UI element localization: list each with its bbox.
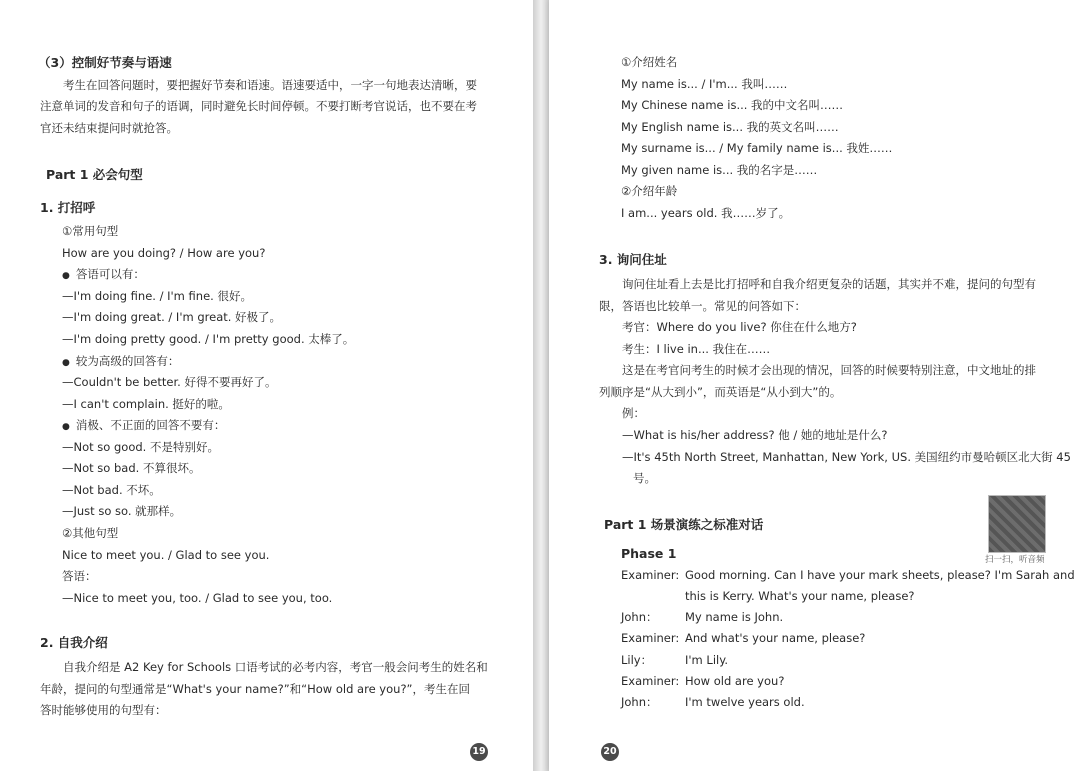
paragraph-line: 答时能够使用的句型有：: [40, 703, 167, 717]
list-line: —I can't complain. 挺好的啦。: [62, 397, 230, 411]
dialog-line: My name is John.: [685, 610, 784, 624]
list-line: ①常用句型: [62, 224, 119, 238]
left-page: [0, 0, 533, 771]
list-line: I am... years old. 我……岁了。: [621, 206, 791, 220]
book-spine: [533, 0, 549, 771]
paragraph-line: 限，答语也比较单一。常见的问答如下：: [599, 299, 806, 313]
paragraph-line: 年龄，提问的句型通常是“What's your name?”和“How old are you?”，考生在回: [40, 682, 471, 696]
paragraph-line: —What is his/her address? 他 / 她的地址是什么?: [622, 428, 888, 442]
list-line: —Just so so. 就那样。: [62, 504, 182, 518]
list-line: Nice to meet you. / Glad to see you.: [62, 548, 270, 562]
list-line: ②介绍年龄: [621, 184, 678, 198]
dialog-line: I'm twelve years old.: [685, 695, 805, 709]
paragraph-line: 注意单词的发音和句子的语调，同时避免长时间停顿。不要打断考官说话，也不要在考: [40, 99, 477, 113]
page-number: 20: [601, 743, 619, 761]
list-line: My given name is... 我的名字是……: [621, 163, 818, 177]
dialog-speaker: Lily：: [621, 653, 653, 667]
dialog-title: Part 1 场景演练之标准对话: [604, 517, 764, 532]
paragraph-line: 官还未结束提问时就抢答。: [40, 121, 178, 135]
list-line: —Nice to meet you, too. / Glad to see you, too.: [62, 591, 333, 605]
list-line: ● 消极、不正面的回答不要有：: [62, 417, 225, 435]
dialog-speaker: Examiner:: [621, 631, 680, 645]
dialog-speaker: Examiner:: [621, 568, 680, 582]
dialog-speaker: John：: [621, 610, 658, 624]
list-line: My name is... / I'm... 我叫……: [621, 77, 788, 91]
section3-title: （3）控制好节奏与语速: [38, 55, 172, 70]
list-line: ①介绍姓名: [621, 55, 678, 69]
paragraph-line: 这是在考官问考生的时候才会出现的情况，回答的时候要特别注意，中文地址的排: [622, 363, 1036, 377]
paragraph-line: 询问住址看上去是比打招呼和自我介绍更复杂的话题，其实并不难，提问的句型有: [622, 277, 1036, 291]
paragraph-line: 考生：I live in... 我住在……: [622, 342, 771, 356]
intro-title: 2. 自我介绍: [40, 635, 108, 650]
paragraph-line: 号。: [633, 471, 656, 485]
paragraph-line: 考生在回答问题时，要把握好节奏和语速。语速要适中，一字一句地表达清晰，要: [63, 78, 477, 92]
list-line: My Chinese name is... 我的中文名叫……: [621, 98, 844, 112]
dialog-line: this is Kerry. What's your name, please?: [685, 589, 915, 603]
list-line: My surname is... / My family name is... 我姓……: [621, 141, 893, 155]
dialog-line: Good morning. Can I have your mark sheets, please? I'm Sarah and: [685, 568, 1075, 582]
right-page: [549, 0, 1080, 771]
list-line: ● 较为高级的回答有：: [62, 353, 179, 371]
paragraph-line: 列顺序是“从大到小”，而英语是“从小到大”的。: [599, 385, 842, 399]
list-line: 答语：: [62, 569, 97, 583]
paragraph-line: 自我介绍是 A2 Key for Schools 口语考试的必考内容，考官一般会问考生的姓名和: [63, 660, 488, 674]
address-title: 3. 询问住址: [599, 252, 667, 267]
list-line: —I'm doing fine. / I'm fine. 很好。: [62, 289, 252, 303]
list-line: How are you doing? / How are you?: [62, 246, 266, 260]
dialog-line: How old are you?: [685, 674, 785, 688]
list-line: —Not so good. 不是特别好。: [62, 440, 219, 454]
list-line: —Not bad. 不坏。: [62, 483, 161, 497]
list-line: —Couldn't be better. 好得不要再好了。: [62, 375, 277, 389]
part1-title: Part 1 必会句型: [46, 167, 143, 182]
paragraph-line: 例：: [622, 406, 645, 420]
paragraph-line: —It's 45th North Street, Manhattan, New York, US. 美国纽约市曼哈顿区北大街 45: [622, 450, 1071, 464]
dialog-line: And what's your name, please?: [685, 631, 866, 645]
greeting-title: 1. 打招呼: [40, 200, 96, 215]
qr-code[interactable]: [988, 495, 1046, 553]
paragraph-line: 考官：Where do you live? 你住在什么地方?: [622, 320, 857, 334]
phase-title: Phase 1: [621, 546, 677, 561]
list-line: —I'm doing pretty good. / I'm pretty good. 太棒了。: [62, 332, 355, 346]
dialog-speaker: Examiner:: [621, 674, 680, 688]
list-line: —I'm doing great. / I'm great. 好极了。: [62, 310, 282, 324]
list-line: ②其他句型: [62, 526, 119, 540]
qr-caption: 扫一扫，听音频: [985, 555, 1045, 565]
dialog-line: I'm Lily.: [685, 653, 729, 667]
list-line: My English name is... 我的英文名叫……: [621, 120, 839, 134]
page-number: 19: [470, 743, 488, 761]
dialog-speaker: John：: [621, 695, 658, 709]
list-line: ● 答语可以有：: [62, 266, 145, 284]
list-line: —Not so bad. 不算很坏。: [62, 461, 201, 475]
